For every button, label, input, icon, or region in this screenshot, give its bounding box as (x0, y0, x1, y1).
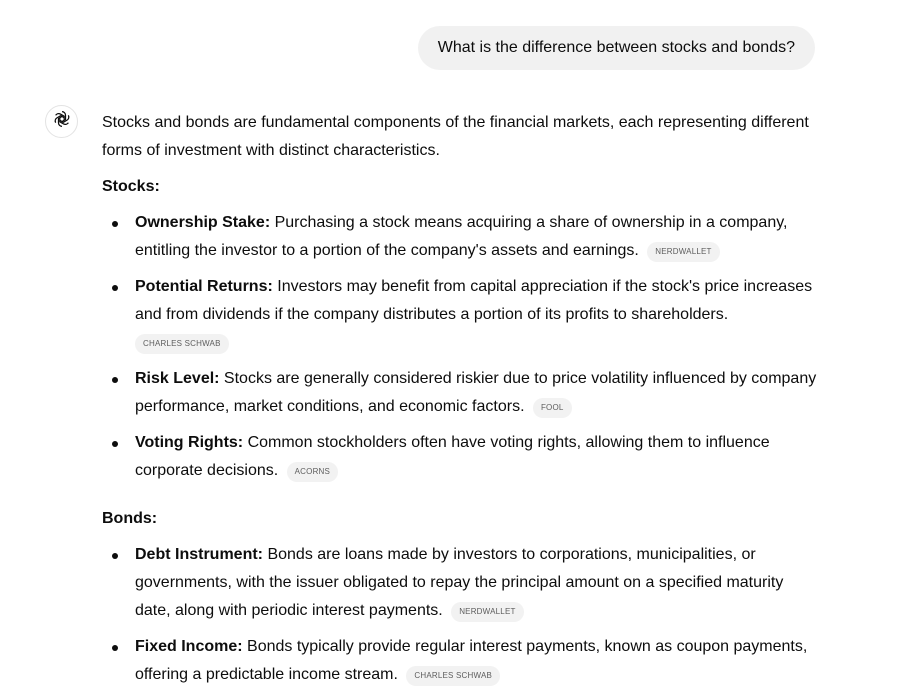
item-text: Purchasing a stock means acquiring a share of ownership in a company, entitling the investor to a portion of the company's assets and earnings. (135, 214, 788, 259)
bonds-list (102, 541, 818, 689)
item-term: Ownership Stake: (135, 214, 271, 231)
bonds-heading: Bonds: (102, 510, 158, 527)
assistant-avatar (45, 105, 78, 138)
source-citation-badge[interactable]: CHARLES SCHWAB (406, 666, 500, 686)
list-item (135, 633, 818, 689)
item-term: Voting Rights: (135, 434, 244, 451)
item-text: Investors may benefit from capital appreciation if the stock's price increases and from dividends if the company distributes a portion of its profits to shareholders. (135, 278, 813, 323)
user-message-bubble (418, 26, 815, 70)
list-item (135, 209, 818, 265)
source-citation-badge[interactable]: CHARLES SCHWAB (135, 334, 229, 354)
item-text: Bonds typically provide regular interest payments, known as coupon payments, offering a predictable income stream. (135, 638, 808, 683)
stocks-heading: Stocks: (102, 178, 160, 195)
item-text: Bonds are loans made by investors to corporations, municipalities, or governments, with the issuer obligated to repay the principal amount on a specified maturity date, along with periodic interest payments. (135, 546, 784, 619)
item-term: Potential Returns: (135, 278, 273, 295)
assistant-message (102, 109, 818, 697)
intro-paragraph: Stocks and bonds are fundamental components of the financial markets, each representing different forms of investment with distinct characteristics. (102, 114, 809, 159)
list-item (135, 541, 818, 625)
list-item (135, 273, 818, 357)
source-citation-badge[interactable]: NERDWALLET (451, 602, 523, 622)
list-item (135, 365, 818, 421)
source-citation-badge[interactable]: ACORNS (287, 462, 338, 482)
item-text: Common stockholders often have voting rights, allowing them to influence corporate decisions. (135, 434, 770, 479)
openai-logo-icon (52, 109, 72, 134)
source-citation-badge[interactable]: FOOL (533, 398, 572, 418)
item-text: Stocks are generally considered riskier due to price volatility influenced by company performance, market conditions, and economic factors. (135, 370, 817, 415)
stocks-list (102, 209, 818, 485)
item-term: Debt Instrument: (135, 546, 263, 563)
source-citation-badge[interactable]: NERDWALLET (647, 242, 719, 262)
user-message-text: What is the difference between stocks and bonds? (437, 39, 795, 56)
item-term: Fixed Income: (135, 638, 243, 655)
item-term: Risk Level: (135, 370, 220, 387)
list-item (135, 429, 818, 485)
